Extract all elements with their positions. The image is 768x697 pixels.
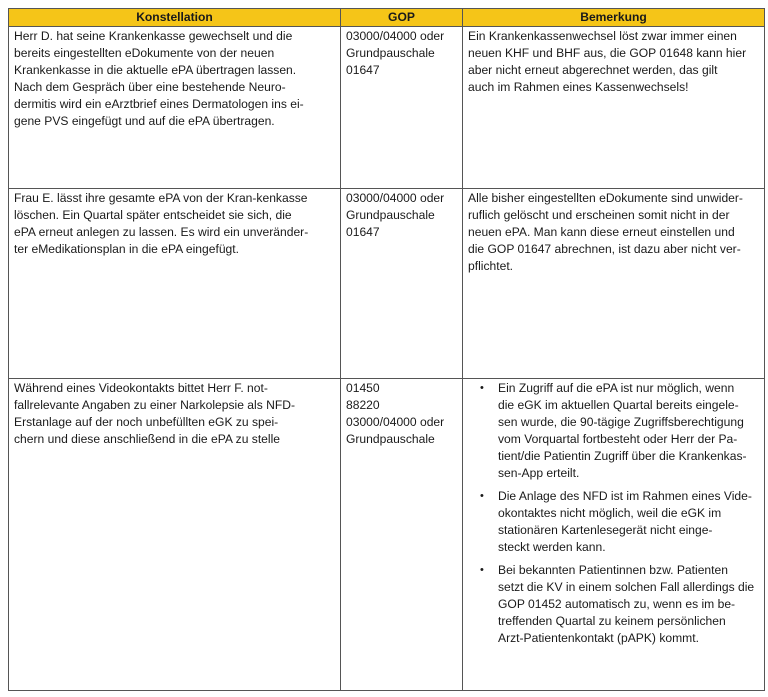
text-line: GOP 01452 automatisch zu, wenn es im be-: [498, 597, 736, 611]
text-line: chern und diese anschließend in die ePA zu stelle: [14, 432, 281, 446]
text-line: sen-App erteilt.: [498, 466, 580, 480]
gop-line: Grundpauschale: [346, 432, 435, 446]
text-line: • Ein Zugriff auf die ePA ist nur möglich, wenn: [498, 381, 735, 395]
bullet-item: [498, 562, 759, 647]
header-bemerkung: Bemerkung: [463, 9, 765, 27]
text-line: pflichtet.: [468, 259, 514, 273]
text-line: fallrelevante Angaben zu einer Narkolepsie als NFD-: [14, 398, 295, 412]
table-row: [9, 27, 765, 189]
text-line: neuen ePA. Man kann diese erneut einstellen und: [468, 225, 735, 239]
gop-line: 03000/04000 oder: [346, 191, 445, 205]
text-line: • Bei bekannten Patientinnen bzw. Patienten: [498, 563, 728, 577]
text-line: Nach dem Gespräch über eine bestehende Neuro-: [14, 80, 286, 94]
text-line: ter eMedikationsplan in die ePA eingefügt.: [14, 242, 240, 256]
cell-konstellation: [9, 27, 341, 189]
text-line: sen wurde, die 90-tägige Zugriffsberechtigung: [498, 415, 744, 429]
gop-line: 01647: [346, 225, 380, 239]
text-line: vom Vorquartal fortbesteht oder Herr der Pa-: [498, 432, 738, 446]
gop-line: 01450: [346, 381, 380, 395]
billing-table: [8, 8, 765, 691]
text-line: Krankenkasse in die aktuelle ePA übertragen lassen.: [14, 63, 297, 77]
text-line: Ein Krankenkassenwechsel löst zwar immer einen: [468, 29, 737, 43]
text-line: die eGK im aktuellen Quartal bereits eingele-: [498, 398, 739, 412]
text-line: Herr D. hat seine Krankenkasse gewechselt und die: [14, 29, 293, 43]
text-line: ePA erneut anlegen zu lassen. Es wird ein unveränder-: [14, 225, 309, 239]
text-line: Arzt-Patientenkontakt (pAPK) kommt.: [498, 631, 699, 645]
text-line: neuen KHF und BHF aus, die GOP 01648 kann hier: [468, 46, 747, 60]
bullet-item: [498, 380, 759, 482]
gop-line: 01647: [346, 63, 380, 77]
bullet-list: [468, 380, 759, 647]
cell-gop: [341, 189, 463, 379]
text-line: setzt die KV in einem solchen Fall allerdings die: [498, 580, 755, 594]
gop-line: Grundpauschale: [346, 208, 435, 222]
cell-bemerkung: [463, 379, 765, 691]
cell-gop: [341, 27, 463, 189]
text-line: die GOP 01647 abrechnen, ist dazu aber nicht ver-: [468, 242, 741, 256]
gop-line: Grundpauschale: [346, 46, 435, 60]
cell-bemerkung: [463, 27, 765, 189]
text-line: Während eines Videokontakts bittet Herr F. not-: [14, 381, 268, 395]
gop-line: 88220: [346, 398, 380, 412]
text-line: • Die Anlage des NFD ist im Rahmen eines Vide-: [498, 489, 752, 503]
gop-line: 03000/04000 oder: [346, 29, 445, 43]
text-line: okontaktes nicht möglich, weil die eGK im: [498, 506, 722, 520]
header-row: [9, 9, 765, 27]
bullet-item: [498, 488, 759, 556]
gop-line: 03000/04000 oder: [346, 415, 445, 429]
text-line: Frau E. lässt ihre gesamte ePA von der Kran-kenkasse: [14, 191, 308, 205]
text-line: ruflich gelöscht und erscheinen somit nicht in der: [468, 208, 730, 222]
text-line: treffenden Quartal zu keinem persönlichen: [498, 614, 726, 628]
text-line: tient/die Patientin Zugriff über die Krankenkas-: [498, 449, 747, 463]
text-line: dermitis wird ein eArztbrief eines Dermatologen ins ei-: [14, 97, 304, 111]
text-line: bereits eingestellten eDokumente von der neuen: [14, 46, 275, 60]
text-line: löschen. Ein Quartal später entscheidet sie sich, die: [14, 208, 292, 222]
cell-konstellation: [9, 379, 341, 691]
text-line: Alle bisher eingestellten eDokumente sind unwider-: [468, 191, 743, 205]
cell-konstellation: [9, 189, 341, 379]
text-line: aber nicht erneut abgerechnet werden, das gilt: [468, 63, 718, 77]
table-row: [9, 189, 765, 379]
text-line: steckt werden kann.: [498, 540, 606, 554]
cell-bemerkung: [463, 189, 765, 379]
cell-gop: [341, 379, 463, 691]
header-gop: GOP: [341, 9, 463, 27]
text-line: stationären Kartenlesegerät nicht einge-: [498, 523, 713, 537]
text-line: Erstanlage auf der noch unbefüllten eGK zu spei-: [14, 415, 279, 429]
text-line: auch im Rahmen eines Kassenwechsels!: [468, 80, 689, 94]
header-konstellation: Konstellation: [9, 9, 341, 27]
text-line: gene PVS eingefügt und auf die ePA übertragen.: [14, 114, 275, 128]
table-row: [9, 379, 765, 691]
